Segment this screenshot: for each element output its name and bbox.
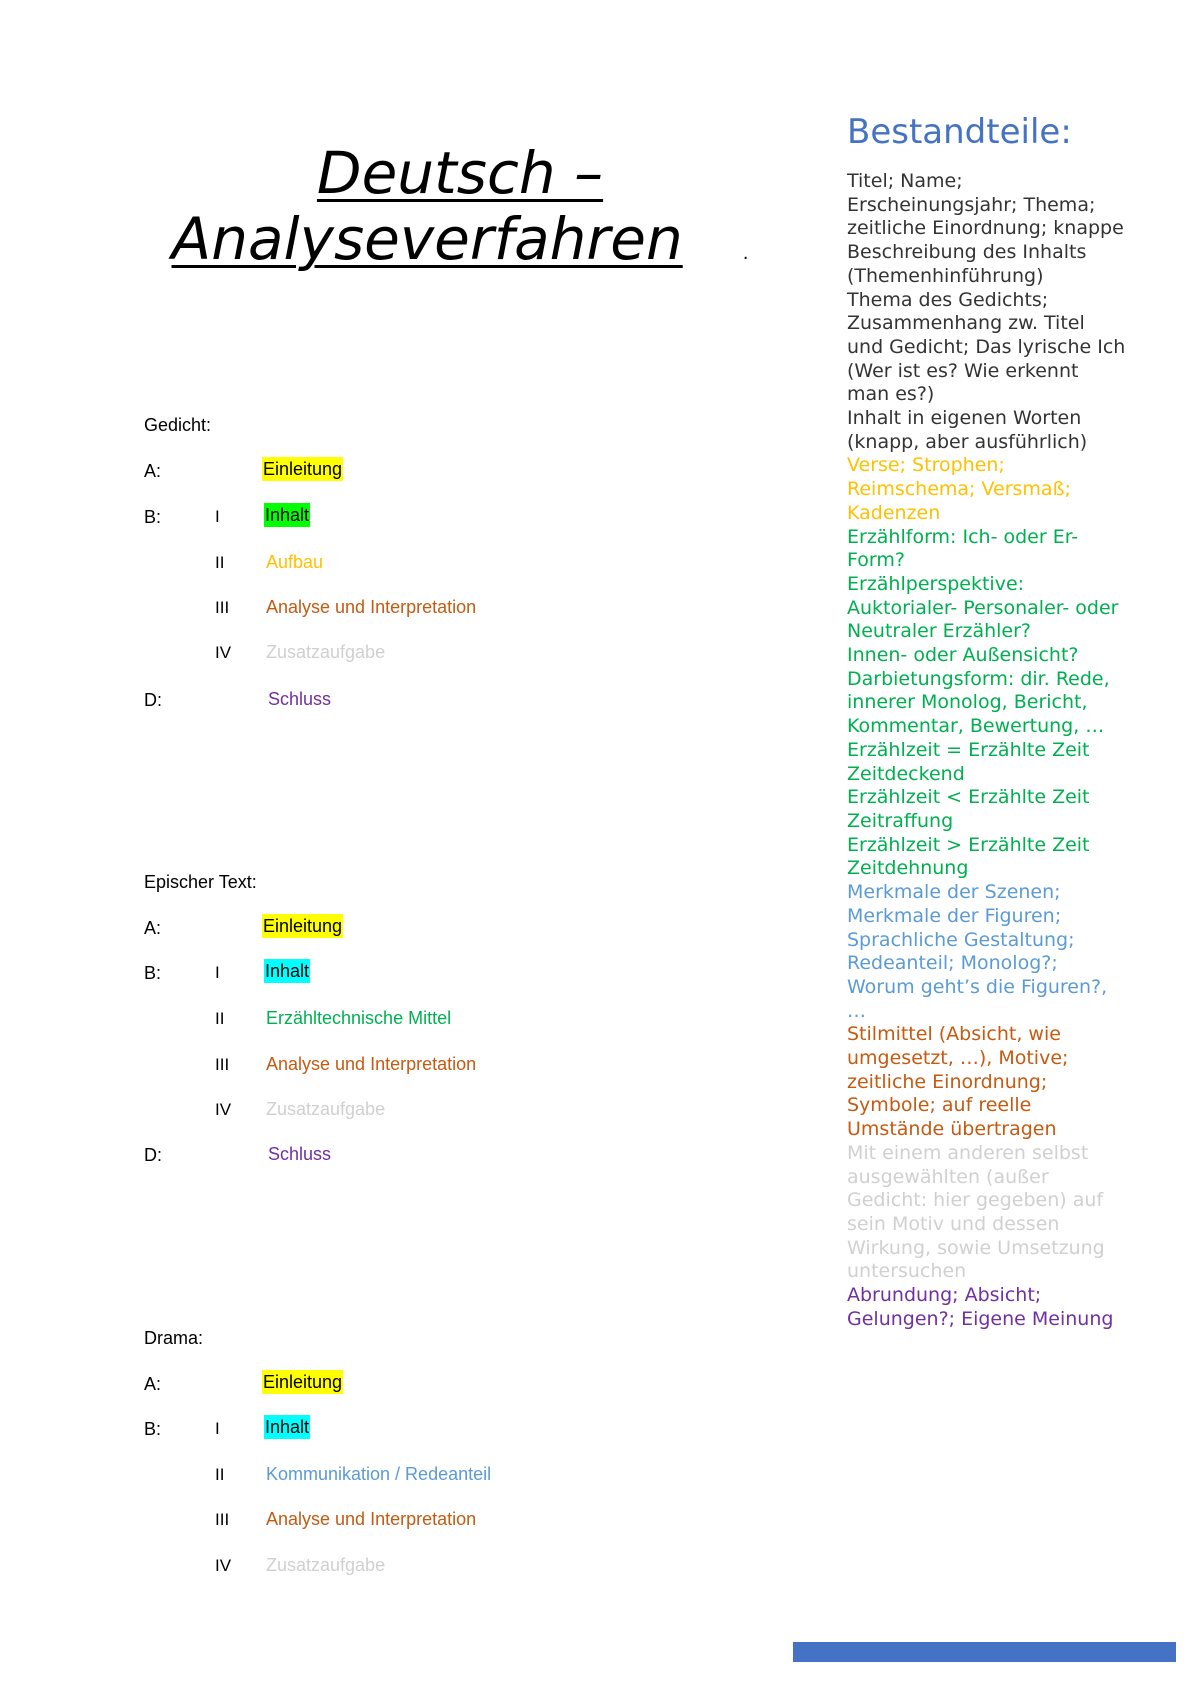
section-heading-epischer-text: Epischer Text: xyxy=(144,872,257,892)
item-aufbau: Aufbau xyxy=(266,552,324,572)
label-d: D: xyxy=(144,690,162,710)
num-ii: II xyxy=(215,553,225,572)
num-ii: II xyxy=(215,1465,225,1484)
drama-description: Merkmale der Szenen; Merkmale der Figuren; Sprachliche Gestaltung; Redeanteil; Monolog?; Worum geht’s die Figuren?, … xyxy=(847,881,1108,1022)
section-heading-gedicht: Gedicht: xyxy=(144,415,212,435)
section-heading-drama: Drama: xyxy=(144,1328,204,1348)
title-line-2: Analyseverfahren xyxy=(171,205,683,273)
item-inhalt: Inhalt xyxy=(265,1417,310,1437)
bestandteile-heading: Bestandteile: xyxy=(847,112,1072,152)
item-zusatzaufgabe: Zusatzaufgabe xyxy=(266,1099,386,1119)
label-a: A: xyxy=(144,918,162,938)
zusatz-description: Mit einem anderen selbst ausgewählten (außer Gedicht: hier gegeben) auf sein Motiv und dessen Wirkung, sowie Umsetzung untersuchen xyxy=(847,1141,1105,1283)
item-erzaehltechnische-mittel: Erzähltechnische Mittel xyxy=(266,1008,452,1028)
label-a: A: xyxy=(144,461,162,481)
item-inhalt: Inhalt xyxy=(265,505,310,525)
num-ii: II xyxy=(215,1009,225,1028)
item-zusatzaufgabe: Zusatzaufgabe xyxy=(266,1555,386,1575)
label-b: B: xyxy=(144,1419,162,1439)
inhalt-description: Thema des Gedichts; Zusammenhang zw. Titel und Gedicht; Das lyrische Ich (Wer ist es? Wie erkennt man es?) Inhalt in eigenen Worten (knapp, aber ausführlich) xyxy=(847,288,1126,453)
page-title xyxy=(150,140,770,287)
title-line-1: Deutsch – xyxy=(316,139,604,207)
num-i: I xyxy=(215,507,220,526)
item-kommunikation: Kommunikation / Redeanteil xyxy=(266,1464,492,1484)
num-iv: IV xyxy=(215,1556,232,1575)
item-einleitung: Einleitung xyxy=(263,916,343,936)
footer-bar xyxy=(793,1642,1176,1662)
label-b: B: xyxy=(144,963,162,983)
item-analyse: Analyse und Interpretation xyxy=(266,1054,477,1074)
num-iv: IV xyxy=(215,1100,232,1119)
bestandteile-column xyxy=(847,112,1167,1331)
item-einleitung: Einleitung xyxy=(263,459,343,479)
num-iv: IV xyxy=(215,643,232,662)
item-schluss: Schluss xyxy=(268,689,332,709)
num-i: I xyxy=(215,1419,220,1438)
einleitung-description: Titel; Name; Erscheinungsjahr; Thema; zeitliche Einordnung; knappe Beschreibung des Inhalts (Themenhinführung) xyxy=(847,170,1124,287)
schluss-description: Abrundung; Absicht; Gelungen?; Eigene Meinung xyxy=(847,1284,1114,1330)
item-analyse: Analyse und Interpretation xyxy=(266,1509,477,1529)
label-d: D: xyxy=(144,1145,162,1165)
num-i: I xyxy=(215,963,220,982)
aufbau-description: Verse; Strophen; Reimschema; Versmaß; Kadenzen xyxy=(847,454,1071,524)
num-iii: III xyxy=(215,598,230,617)
item-inhalt: Inhalt xyxy=(265,961,310,981)
item-zusatzaufgabe: Zusatzaufgabe xyxy=(266,642,386,662)
item-einleitung: Einleitung xyxy=(263,1372,343,1392)
label-b: B: xyxy=(144,507,162,527)
num-iii: III xyxy=(215,1055,230,1074)
label-a: A: xyxy=(144,1374,162,1394)
num-iii: III xyxy=(215,1510,230,1529)
erzaehltechnik-description: Erzählform: Ich- oder Er- Form? Erzählperspektive: Auktorialer- Personaler- oder Neutraler Erzähler? Innen- oder Außensicht? Darbietungsform: dir. Rede, innerer Monolog, Bericht, Kommentar, Bewertung, … Erzählzeit = Erzählte Zeit Zeitdeckend Erzählzeit < Erzählte Zeit Zeitraffung Erzählzeit > Erzählte Zeit Zeitdehnung xyxy=(847,525,1119,880)
item-schluss: Schluss xyxy=(268,1144,332,1164)
title-dot: . xyxy=(742,243,749,264)
item-analyse: Analyse und Interpretation xyxy=(266,597,477,617)
analyse-description: Stilmittel (Absicht, wie umgesetzt, …), Motive; zeitliche Einordnung; Symbole; auf reelle Umstände übertragen xyxy=(847,1023,1069,1141)
